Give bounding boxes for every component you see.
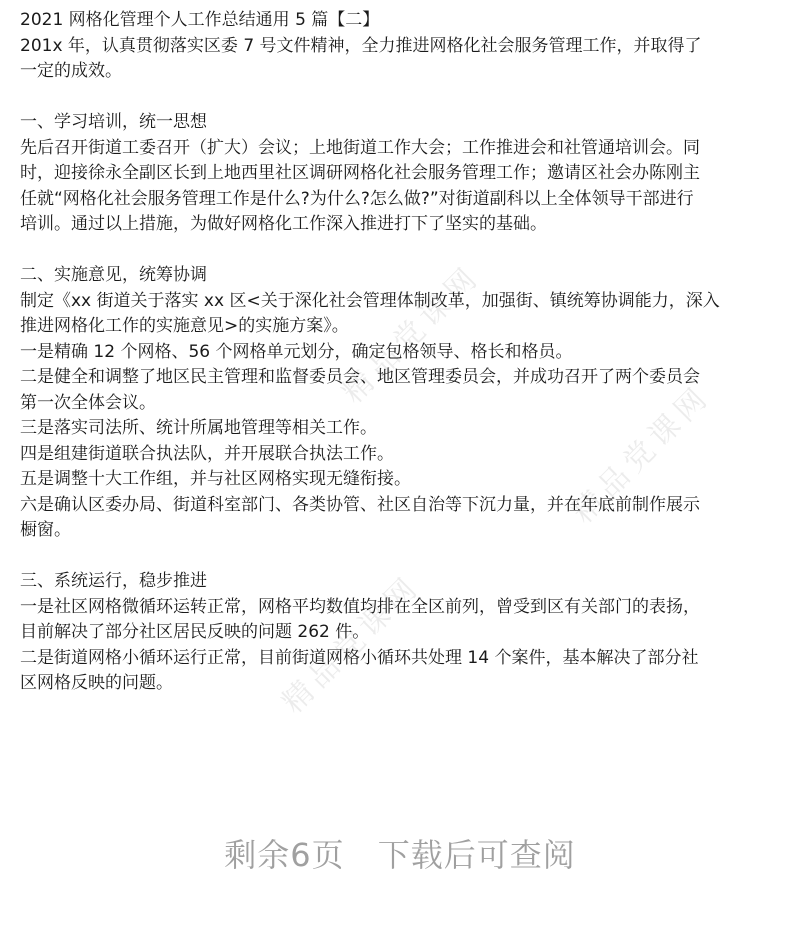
document-body	[20, 8, 790, 697]
document-title: 2021 网格化管理个人工作总结通用 5 篇【二】	[20, 10, 380, 30]
paragraph-line: 橱窗。	[20, 520, 71, 540]
watermark-text: 精品党课网	[565, 378, 718, 531]
section-heading: 三、系统运行，稳步推进	[20, 571, 207, 591]
paragraph-line: 培训。通过以上措施，为做好网格化工作深入推进打下了坚实的基础。	[20, 214, 547, 234]
paragraph-line: 四是组建街道联合执法队，并开展联合执法工作。	[20, 443, 394, 464]
section-heading: 二、实施意见，统筹协调	[20, 265, 207, 285]
intro-line: 201x 年，认真贯彻落实区委 7 号文件精神，全力推进网格化社会服务管理工作，并取得了	[20, 35, 702, 56]
paragraph-line: 二是街道网格小循环运行正常，目前街道网格小循环共处理 14 个案件，基本解决了部分社	[20, 647, 699, 668]
watermark-text: 精品党课网	[275, 568, 428, 721]
paragraph-line: 一是社区网格微循环运转正常，网格平均数值均排在全区前列，曾受到区有关部门的表扬，	[20, 596, 700, 617]
paragraph-line: 二是健全和调整了地区民主管理和监督委员会、地区管理委员会，并成功召开了两个委员会	[20, 367, 700, 387]
paragraph-line: 区网格反映的问题。	[20, 673, 173, 693]
paragraph-line: 时，迎接徐永全副区长到上地西里社区调研网格化社会服务管理工作；邀请区社会办陈刚主	[20, 163, 700, 183]
paragraph-line: 第一次全体会议。	[20, 392, 156, 413]
paragraph-line: 先后召开街道工委召开（扩大）会议；上地街道工作大会；工作推进会和社管通培训会。同	[20, 137, 700, 158]
intro-line: 一定的成效。	[20, 61, 122, 81]
paragraph-line: 制定《xx 街道关于落实 xx 区<关于深化社会管理体制改革，加强街、镇统筹协调能力，深入	[20, 290, 720, 311]
paragraph-line: 推进网格化工作的实施意见>的实施方案》。	[20, 316, 349, 336]
paragraph-line: 目前解决了部分社区居民反映的问题 262 件。	[20, 622, 370, 642]
paragraph-line: 五是调整十大工作组，并与社区网格实现无缝衔接。	[20, 469, 411, 489]
paragraph-line: 任就“网格化社会服务管理工作是什么?为什么?怎么做?”对街道副科以上全体领导干部进行	[20, 188, 694, 209]
remaining-pages-notice: 剩余6页 下载后可查阅	[224, 836, 576, 874]
section-heading: 一、学习培训，统一思想	[20, 112, 207, 132]
paragraph-line: 一是精确 12 个网格、56 个网格单元划分，确定包格领导、格长和格员。	[20, 341, 573, 362]
paragraph-line: 六是确认区委办局、街道科室部门、各类协管、社区自治等下沉力量，并在年底前制作展示	[20, 494, 700, 515]
paragraph-line: 三是落实司法所、统计所属地管理等相关工作。	[20, 418, 377, 438]
watermark-text: 精品党课网	[335, 258, 488, 411]
